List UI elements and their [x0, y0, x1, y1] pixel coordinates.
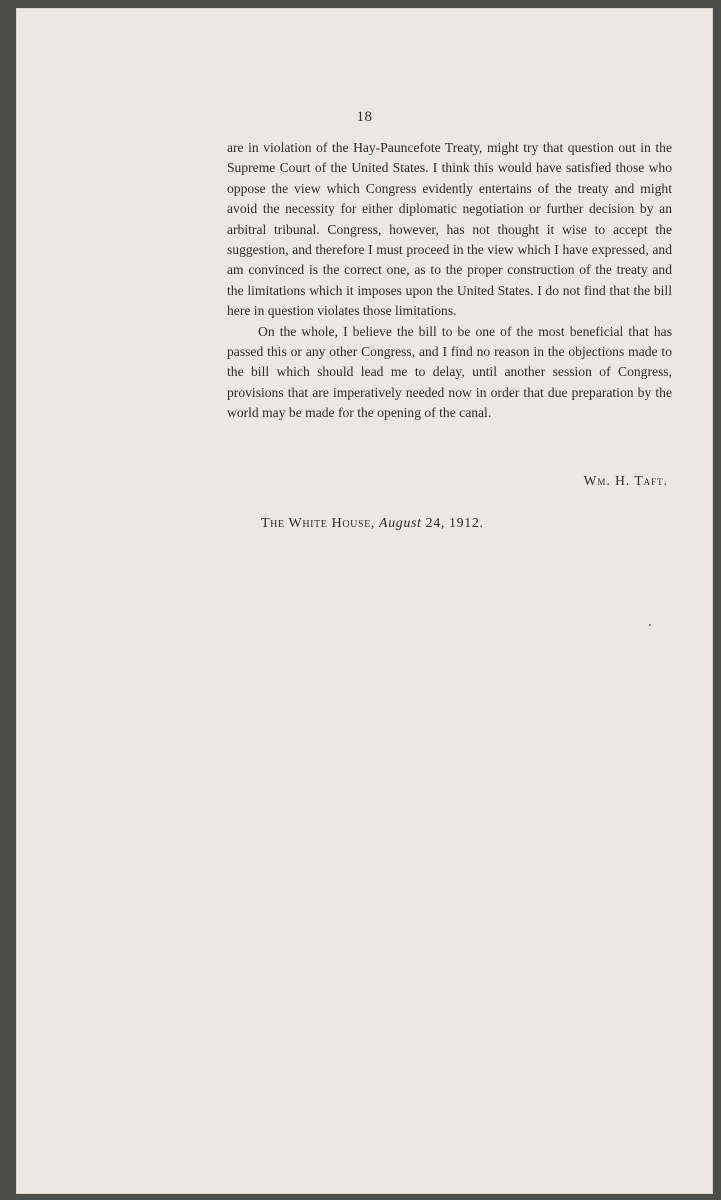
document-page [16, 8, 713, 1194]
signature: Wm. H. Taft. [583, 473, 668, 488]
dateline-day-year: 24, 1912. [425, 516, 484, 531]
paragraph: On the whole, I believe the bill to be one of the most beneficial that has passed this or any other Congress, and I find no reason in the objections made to the bill which should lead me to delay, until another session of Congress, provisions that are imperatively needed now in order that due preparation by the world may be made for the opening of the canal. [227, 323, 672, 421]
body-text [227, 138, 672, 424]
dateline [261, 516, 484, 532]
dateline-place: The White House, [261, 516, 375, 531]
paragraph: are in violation of the Hay-Pauncefote Treaty, might try that question out in the Supreme Court of the United States. I think this would have satisfied those who oppose the view which Congress evidently entertains of the treaty and might avoid the necessity for either diplomatic negotiation or further decision by an arbitral tribunal. Congress, however, has not thought it wise to accept the suggestion, and therefore I must proceed in the view which I have expressed, and am convinced is the correct one, as to the proper construction of the treaty and the limitations which it imposes upon the United States. I do not find that the bill here in question violates those limitations. [227, 140, 672, 319]
ink-speck [649, 624, 651, 626]
page-number: 18 [356, 109, 373, 125]
dateline-month: August [379, 516, 422, 531]
